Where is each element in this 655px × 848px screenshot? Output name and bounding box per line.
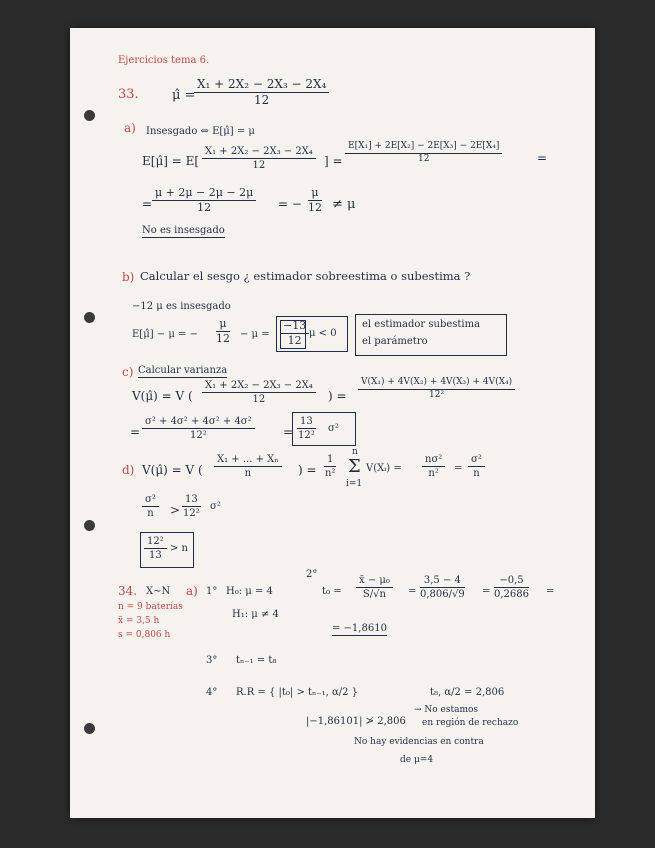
estimator-fraction (194, 78, 329, 107)
bias-fraction1-numerator: μ (216, 318, 230, 332)
variance-line2-denominator: 12² (189, 430, 207, 441)
punch-hole (84, 723, 95, 734)
inequality-left-fraction (142, 494, 159, 519)
rejection-region: R.R = { |t₀| > tₙ₋₁, α/2 } (236, 687, 359, 698)
t0-formula (356, 575, 393, 600)
part-a-34-label: a) (186, 584, 198, 598)
comparison: |−1,86101| ≯ 2,806 (306, 716, 406, 727)
n-bound-rest: > n (170, 543, 188, 554)
line2-end: ≠ μ (332, 197, 356, 212)
t0-values-numerator: 3,5 − 4 (420, 575, 465, 588)
inequality-left-denominator: n (147, 508, 154, 519)
data-sd: s = 0,806 h (118, 630, 171, 640)
sum-term: V(Xᵢ) = (366, 463, 402, 474)
notebook-page (70, 28, 595, 818)
d-equals: = (454, 463, 463, 474)
step4-label: 4° (206, 687, 218, 698)
sum-upper-limit: n (352, 447, 358, 457)
d-sigma-numerator: σ² (468, 454, 485, 467)
conclusion-line2: de μ=4 (400, 755, 434, 765)
d-n-sigma-denominator: n² (428, 468, 439, 479)
d-variance-close: ) = (298, 463, 317, 477)
bias-note-line2: el parámetro (362, 336, 428, 347)
variance-close: ) = (328, 389, 347, 403)
t0-eq2: = (482, 586, 491, 597)
inequality-right-sigma: σ² (210, 501, 221, 512)
bias-boxed-rest: μ < 0 (309, 328, 337, 339)
bias-boxed-numerator: −13 (280, 320, 309, 334)
bias-line1: −12 μ es insesgado (132, 301, 231, 312)
null-hypothesis: H₀: μ = 4 (226, 586, 273, 597)
inequality-right-denominator: 12² (183, 508, 200, 519)
conclusion-not-unbiased: No es insesgado (142, 225, 225, 236)
part-d-label: d) (122, 463, 135, 477)
t0-formula-numerator: x̄ − μ₀ (356, 575, 393, 588)
line2-denominator: 12 (197, 201, 212, 215)
line2-fraction (152, 187, 256, 214)
d-mean-fraction (214, 454, 282, 479)
variance-expanded (358, 378, 515, 401)
variance-boxed-numerator: 13 (297, 416, 316, 429)
n-bound-numerator: 12² (144, 536, 167, 549)
variance-numerator: X₁ + 2X₂ − 2X₃ − 2X₄ (202, 380, 316, 393)
arrow-note-line1: → No estamos (414, 705, 479, 715)
part-c-label: c) (122, 365, 134, 379)
n-bound-denominator: 13 (149, 550, 162, 561)
punch-hole (84, 312, 95, 323)
d-sigma-fraction (468, 454, 485, 479)
bias-fraction1-denominator: 12 (216, 332, 230, 346)
distribution: tₙ₋₁ = t₈ (236, 655, 277, 666)
t0-formula-denominator: S/√n (362, 589, 386, 600)
alt-hypothesis: H₁: μ ≠ 4 (232, 609, 279, 620)
n-bound-fraction (144, 536, 167, 561)
step3-label: 3° (206, 655, 218, 666)
sum-lower-limit: i=1 (346, 479, 363, 489)
expectation-lhs: E[μ̂] = E[ (142, 154, 200, 168)
conclusion-line1: No hay evidencias en contra (354, 737, 484, 747)
d-n-sigma-fraction (422, 454, 445, 479)
t0-values (420, 575, 465, 600)
variance-line2-lead: = (130, 425, 141, 439)
variance-line2-eq: = (283, 425, 294, 439)
expectation-expanded-numerator: E[X₁] + 2E[X₂] − 2E[X₃] − 2E[X₄] (345, 142, 502, 154)
t0-values-denominator: 0,806/√9 (420, 589, 465, 600)
bias-boxed-fraction (280, 320, 309, 347)
line2-result-numerator: μ (308, 187, 322, 201)
t0-eq1: = (408, 586, 417, 597)
estimator-denominator: 12 (254, 93, 270, 108)
variance-expanded-numerator: V(X₁) + 4V(X₂) + 4V(X₃) + 4V(X₄) (358, 378, 515, 390)
exercise-number-34: 34. (118, 584, 138, 598)
t0-result-denominator: 0,2686 (494, 589, 529, 600)
equals-sign: = (537, 151, 548, 165)
expectation-numerator: X₁ + 2X₂ − 2X₃ − 2X₄ (202, 146, 316, 159)
bias-note-line1: el estimador subestima (362, 319, 481, 330)
t0-eq3: = (546, 586, 555, 597)
variance-expanded-denominator: 12² (429, 389, 445, 400)
variance-boxed-fraction (297, 416, 316, 441)
critical-value: t₈, α/2 = 2,806 (430, 687, 505, 698)
part-b-label: b) (122, 270, 135, 284)
d-one-denominator: n² (324, 468, 336, 479)
d-variance-lhs: V(μ̂) = V ( (142, 463, 203, 477)
part-a-label: a) (124, 121, 136, 135)
bias-line2-lhs: E[μ̂] − μ = − (132, 329, 198, 340)
exercise-number-33: 33. (118, 87, 139, 102)
line2-numerator: μ + 2μ − 2μ − 2μ (152, 187, 256, 201)
page-title: Ejercicios tema 6. (118, 55, 210, 66)
punch-hole (84, 520, 95, 531)
step2-label: 2° (306, 569, 318, 580)
line2-result-fraction (308, 187, 322, 214)
variance-denominator: 12 (252, 394, 266, 405)
bias-minus-mu: − μ = (240, 329, 270, 340)
expectation-fraction (202, 146, 316, 171)
d-one-over-n2 (324, 454, 336, 479)
inequality-left-numerator: σ² (142, 494, 159, 507)
d-n-sigma-numerator: nσ² (422, 454, 445, 467)
expectation-denominator: 12 (252, 160, 266, 171)
model-statement: X∼N (146, 586, 171, 597)
estimator-lhs: μ̂ = (172, 88, 196, 103)
variance-title: Calcular varianza (138, 365, 228, 376)
variance-boxed-sigma: σ² (328, 423, 339, 434)
expectation-expanded-denominator: 12 (417, 153, 430, 164)
data-mean: x̄ = 3,5 h (118, 616, 160, 626)
line2-mid: = − (278, 197, 302, 211)
line2-result-denominator: 12 (308, 201, 322, 215)
estimator-numerator: X₁ + 2X₂ − 2X₃ − 2X₄ (194, 78, 329, 93)
inequality-right-fraction (182, 494, 201, 519)
bias-question: Calcular el sesgo ¿ estimador sobreestima o subestima ? (140, 269, 471, 283)
d-sigma-denominator: n (473, 468, 480, 479)
bias-fraction1 (216, 318, 230, 345)
expectation-expanded (345, 142, 502, 165)
line2-lead: = (142, 197, 153, 211)
arrow-note-line2: en región de rechazo (422, 718, 519, 728)
expectation-close: ] = (324, 154, 343, 168)
variance-fraction (202, 380, 316, 405)
variance-lhs: V(μ̂) = V ( (132, 389, 193, 403)
punch-hole (84, 110, 95, 121)
data-n: n = 9 baterías (118, 602, 183, 612)
variance-line2-fraction (142, 416, 255, 441)
t0-result-numerator: −0,5 (494, 575, 529, 588)
inequality-operator: > (170, 503, 181, 517)
variance-line2-numerator: σ² + 4σ² + 4σ² + 4σ² (142, 416, 255, 429)
t0-result: = −1,8610 (332, 623, 387, 634)
d-mean-denominator: n (244, 468, 252, 479)
bias-boxed-denominator: 12 (287, 334, 302, 348)
unbiased-definition: Insesgado ⇔ E[μ̂] = μ (146, 126, 255, 137)
variance-boxed-denominator: 12² (298, 430, 315, 441)
step1-label: 1° (206, 586, 218, 597)
d-mean-numerator: X₁ + ... + Xₙ (214, 454, 282, 467)
sum-symbol: Σ (348, 456, 361, 477)
inequality-right-numerator: 13 (182, 494, 201, 507)
t0-result-fraction (494, 575, 529, 600)
d-one-numerator: 1 (324, 454, 336, 467)
t0-lhs: t₀ = (322, 586, 342, 597)
